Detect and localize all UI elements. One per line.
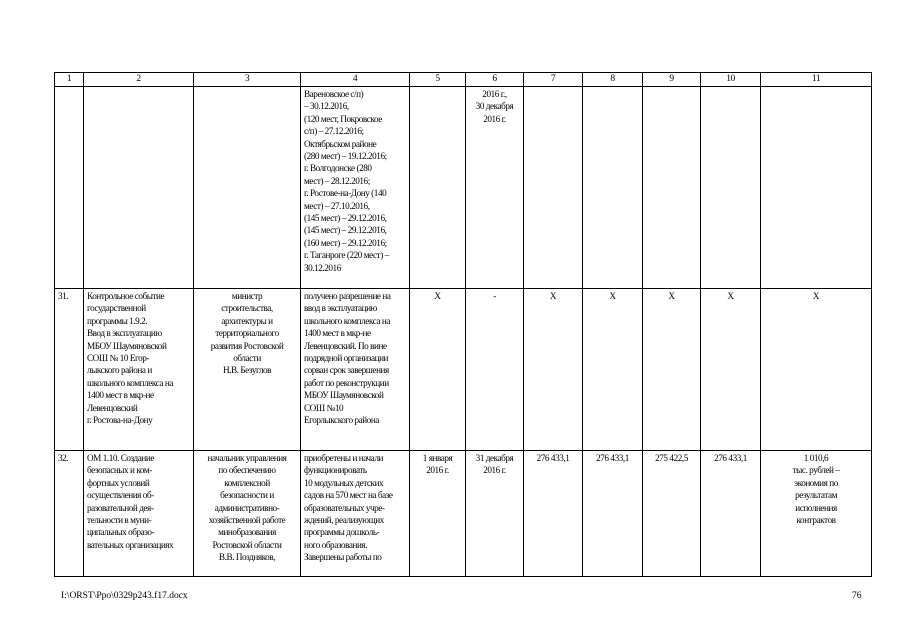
value-cell: 276 433,1 <box>583 451 643 577</box>
event-name-cell: Контрольное событие государственной программы 1.9.2. Ввод в эксплуатацию МБОУ Шаумяновской СОШ № 10 Егор- лыкского района и школьного комплекса на 1400 мест в мкр-не Левенцовский г. Ростова-на-Дону <box>84 289 194 451</box>
table-cell <box>410 87 466 289</box>
value-cell: Х <box>701 289 761 451</box>
row-number-cell: 31. <box>55 289 84 451</box>
col-header: 10 <box>701 73 761 87</box>
value-cell: 276 433,1 <box>524 451 583 577</box>
col-header: 8 <box>583 73 643 87</box>
value-cell: Х <box>643 289 701 451</box>
col-header: 4 <box>301 73 410 87</box>
table-cell <box>643 87 701 289</box>
responsible-cell: начальник управления по обеспечению комплексной безопасности и административно- хозяйственной работе минобразования Ростовской области В.В. Поздняков, <box>194 451 301 577</box>
col-header: 3 <box>194 73 301 87</box>
col-header: 7 <box>524 73 583 87</box>
table-row-32 <box>55 451 872 577</box>
table-cell <box>194 87 301 289</box>
page-number: 76 <box>852 591 862 601</box>
col-header: 2 <box>84 73 194 87</box>
table-cell <box>701 87 761 289</box>
table-row-continued <box>55 87 872 289</box>
value-cell: Х <box>524 289 583 451</box>
table-cell <box>55 87 84 289</box>
column-number-row <box>55 73 872 87</box>
actual-date-cell: - <box>466 289 524 451</box>
table-cell <box>84 87 194 289</box>
planned-date-cell: Х <box>410 289 466 451</box>
responsible-cell: министр строительства, архитектуры и территориального развития Ростовской области Н.В. Безуглов <box>194 289 301 451</box>
value-cell: Х <box>583 289 643 451</box>
value-cell: 275 422,5 <box>643 451 701 577</box>
plan-table <box>54 72 872 577</box>
table-cell <box>583 87 643 289</box>
result-cell: получено разрешение на ввод в эксплуатацию школьного комплекса на 1400 мест в мкр-не Левенцовский. По вине подрядной организации сорван срок завершения работ по реконструкции МБОУ Шаумяновской СОШ №10 Егорлыкского района <box>301 289 410 451</box>
actual-date-cell: 31 декабря 2016 г. <box>466 451 524 577</box>
note-cell: 1 010,6 тыс. рублей – экономия по результатам исполнения контрактов <box>761 451 872 577</box>
col-header: 11 <box>761 73 872 87</box>
table-cell <box>524 87 583 289</box>
footer-file-path: I:\ORST\Ppo\0329p243.f17.docx <box>61 591 188 601</box>
col-header: 1 <box>55 73 84 87</box>
event-name-cell: ОМ 1.10. Создание безопасных и ком- фортных условий осуществления об- разовательной дея- тельности в муни- ципальных образо- вательных организациях <box>84 451 194 577</box>
value-cell: 276 433,1 <box>701 451 761 577</box>
col-header: 6 <box>466 73 524 87</box>
table-cell <box>761 87 872 289</box>
planned-date-cell: 1 января 2016 г. <box>410 451 466 577</box>
row-number-cell: 32. <box>55 451 84 577</box>
note-cell: Х <box>761 289 872 451</box>
result-cell: приобретены и начали функционировать 10 модульных детских садов на 570 мест на базе образовательных учре- ждений, реализующих программы дошколь- ного образования. Завершены работы по <box>301 451 410 577</box>
col-header: 5 <box>410 73 466 87</box>
table-row-31 <box>55 289 872 451</box>
col-header: 9 <box>643 73 701 87</box>
actual-end-date-cell: 2016 г., 30 декабря 2016 г. <box>466 87 524 289</box>
result-cell: Вареновское с/п) – 30.12.2016, (120 мест, Покровское с/п) – 27.12.2016; Октябрьском районе (280 мест) – 19.12.2016; г. Волгодонске (280 мест) – 28.12.2016; г. Ростове-на-Дону (140 мест) – 27.10.2016, (145 мест) – 29.12.2016, (145 мест) – 29.12.2016, (160 мест) – 29.12.2016; г. Таганроге (220 мест) – 30.12.2016 <box>301 87 410 289</box>
